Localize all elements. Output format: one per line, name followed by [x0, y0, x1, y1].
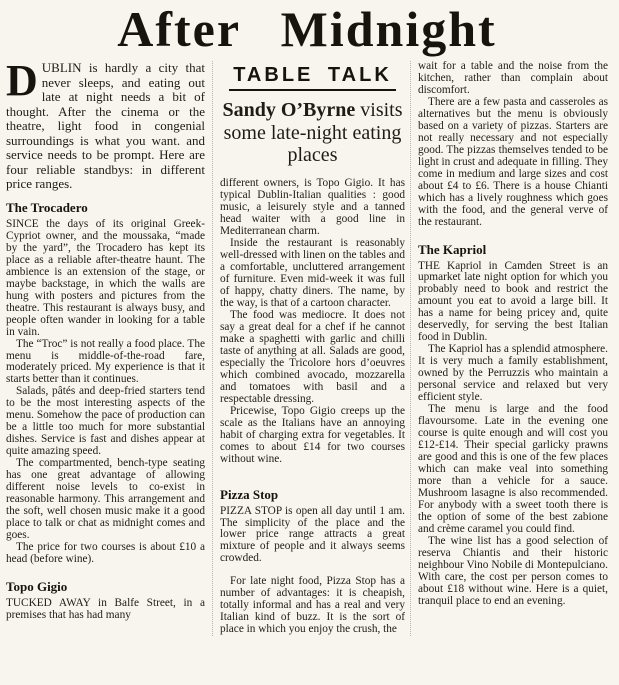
table-talk-kicker: TABLE TALK [229, 65, 396, 91]
topo-gigio-paragraph-4: The food was mediocre. It does not say a great deal for a chef if he cannot make a spaghetti with garlic and chilli taste of anything at all. Salads are good, especially the Tricolore hors d’oeuvres which combined avocado, mozzarella and tomatoes with basil and a respectable dressing. [220, 309, 405, 405]
trocadero-paragraph-1: SINCE the days of its original Greek-Cypriot owner, and the moussaka, “made by the yard”, the Trocadero has kept its place as a reliable after-theatre haunt. The ambience is an extension of the stage, or maybe backstage, in which the walls are hung with posters and pictures from the theatre. This restaurant is always busy, and people often wander in looking for a table in vain. [6, 217, 205, 338]
kapriol-paragraph-1: THE Kapriol in Camden Street is an upmarket late night option for which you probably need to book and restrict the amount you eat to avoid a large bill. It has a name for being pricey and, quite deservedly, for serving the best Italian food in Dublin. [418, 259, 608, 344]
byline-author: Sandy O’Byrne [222, 99, 356, 122]
topo-gigio-paragraph-5: Pricewise, Topo Gigio creeps up the scale as the Italians have an annoying habit of charging extra for vegetables. It comes to about £14 for two courses without wine. [220, 404, 405, 465]
pizza-stop-paragraph-2: For late night food, Pizza Stop has a number of advantages: it is cheapish, totally informal and has a real and very Italian kind of buzz. It is the sort of place in which you enjoy the crush, the [220, 575, 405, 636]
topo-gigio-paragraph-2: different owners, is Topo Gigio. It has typical Dublin-Italian qualities : good music, a leisurely style and a tanned head waiter with a good line in Mediterranean charm. [220, 177, 405, 238]
lead-paragraph-text: UBLIN is hardly a city that never sleeps, and eating out late at night needs a bit of thought. After the cinema or the theatre, light food in congenial surroundings is what you want. and service needs to be prompt. Here are four reliable standbys: in different price ranges. [6, 60, 205, 192]
drop-cap: D [6, 56, 38, 105]
byline [222, 99, 403, 166]
trocadero-paragraph-3: Salads, pâtés and deep-fried starters tend to be the most interesting aspects of the menu. Somehow the pace of production can be a little too much for more substantial dishes. Service is fast and dishes appear at quite amazing speed. [6, 385, 205, 458]
pizza-stop-paragraph-4: There are a few pasta and casseroles as alternatives but the menu is obviously based on a variety of pizzas. Starters are not really necessary and not especially good. The pizzas themselves tended to be light in crust and adequate in filling. They come in medium and large sizes and cost about £4 to £6. There is a house Chianti which has a lively roughness which goes with the food, and the general verve of the restaurant. [418, 95, 608, 228]
column-right [410, 61, 608, 636]
trocadero-paragraph-4: The compartmented, bench-type seating has one great advantage of allowing different noise levels to co-exist in reasonable harmony. This arrangement and the soft, well chosen music make it a good place to talk or chat as midnight comes and goes. [6, 457, 205, 542]
topo-gigio-paragraph-1: TUCKED AWAY in Balfe Street, in a premises that has had many [6, 596, 205, 621]
pizza-stop-paragraph-3: wait for a table and the noise from the kitchen, rather than complain about discomfort. [418, 60, 608, 96]
byline-text: visits some late-night eating places [223, 99, 403, 166]
lead-paragraph [6, 56, 205, 192]
pizza-stop-heading: Pizza Stop [220, 486, 279, 502]
trocadero-price-paragraph: The price for two courses is about £10 a head (before wine). [6, 541, 205, 565]
kapriol-paragraph-3: The menu is large and the food flavoursome. Late in the evening one course is quite enough and will cost you £12-£14. Their special garlicky prawns are good and this is one of the few places which can make veal into something more than a vehicle for a sauce. Mushroom lasagne is also recommended. For anybody with a sweet tooth there is the option of some of the best zabione and crème caramel you could find. [418, 403, 608, 535]
column-middle [212, 61, 410, 636]
article-headline: After Midnight [117, 1, 497, 57]
topo-gigio-paragraph-3: Inside the restaurant is reasonably well-dressed with linen on the tables and a comfortable, uncluttered arrangement of furniture. Even mid-week it was full of happy, chatty diners. The name, by the way, is that of a cartoon character. [220, 237, 405, 310]
kapriol-paragraph-4: The wine list has a good selection of reserva Chiantis and their historic neighbour Vino Nobile di Montepulciano. With care, the cost per person comes to about £18 without wine. Here is a quiet, tranquil place to end an evening. [418, 534, 608, 607]
article-columns [6, 56, 608, 636]
kapriol-paragraph-2: The Kapriol has a splendid atmosphere. It is very much a family establishment, owned by the Perruzzis who maintain a personal service and relaxed but very efficient style. [418, 343, 608, 404]
trocadero-paragraph-2: The “Troc” is not really a food place. The menu is middle-of-the-road fare, moderately priced. My experience is that it starts better than it continues. [6, 337, 205, 386]
table-talk-header [220, 65, 405, 166]
column-left [6, 56, 212, 636]
topo-gigio-heading: Topo Gigio [6, 578, 68, 594]
pizza-stop-paragraph-1: PIZZA STOP is open all day until 1 am. The simplicity of the place and the lower price range attracts a great mixture of people and it always seems crowded. [220, 504, 405, 565]
trocadero-heading: The Trocadero [6, 199, 88, 215]
kapriol-heading: The Kapriol [418, 241, 487, 257]
